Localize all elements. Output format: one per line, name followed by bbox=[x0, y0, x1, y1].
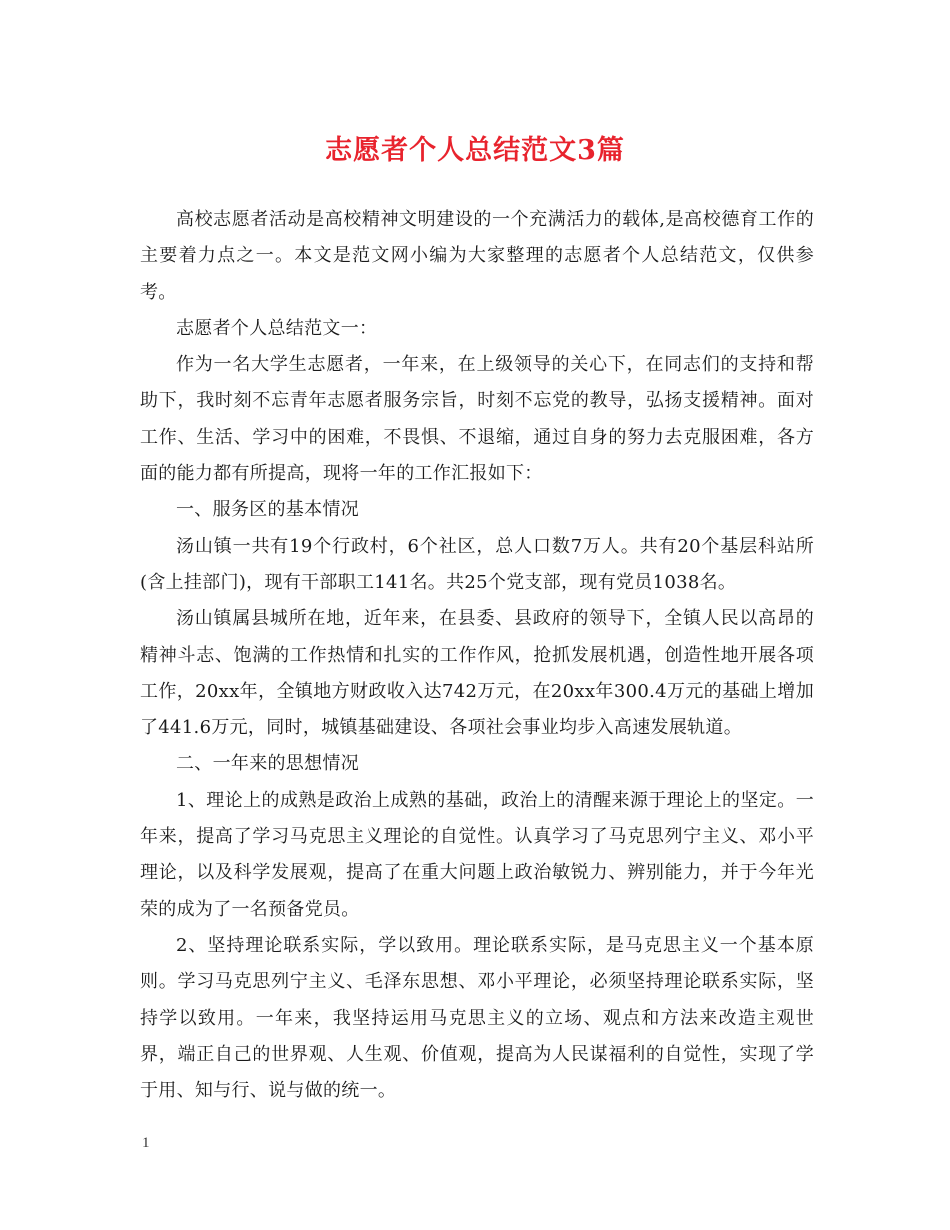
paragraph-town-development: 汤山镇属县城所在地，近年来，在县委、县政府的领导下，全镇人民以高昂的精神斗志、饱满的工作热情和扎实的工作作风，抢抓发展机遇，创造性地开展各项工作，20xx年，全镇地方财政收入达742万元，在20xx年300.4万元的基础上增加了441.6万元，同时，城镇基础建设、各项社会事业均步入高速发展轨道。 bbox=[140, 608, 814, 739]
section-heading-service-area: 一、服务区的基本情况 bbox=[176, 499, 359, 521]
paragraph-heading-sample-one: 志愿者个人总结范文一： bbox=[176, 317, 378, 339]
paragraph-intro: 高校志愿者活动是高校精神文明建设的一个充满活力的载体,是高校德育工作的主要着力点之一。本文是范文网小编为大家整理的志愿者个人总结范文，仅供参考。 bbox=[140, 209, 814, 303]
paragraph-theory-practice: 2、坚持理论联系实际，学以致用。理论联系实际，是马克思主义一个基本原则。学习马克思列宁主义、毛泽东思想、邓小平理论，必须坚持理论联系实际，坚持学以致用。一年来，我坚持运用马克思主义的立场、观点和方法来改造主观世界，端正自己的世界观、人生观、价值观，提高为人民谋福利的自觉性，实现了学于用、知与行、说与做的统一。 bbox=[140, 934, 814, 1102]
document-body bbox=[140, 202, 814, 1109]
paragraph-town-statistics: 汤山镇一共有19个行政村，6个社区，总人口数7万人。共有20个基层科站所(含上挂部门)，现有干部职工141名。共25个党支部，现有党员1038名。 bbox=[140, 535, 814, 593]
paragraph-volunteer-overview: 作为一名大学生志愿者，一年来，在上级领导的关心下，在同志们的支持和帮助下，我时刻不忘青年志愿者服务宗旨，时刻不忘党的教导，弘扬支援精神。面对工作、生活、学习中的困难，不畏惧、不退缩，通过自身的努力去克服困难，各方面的能力都有所提高，现将一年的工作汇报如下： bbox=[140, 354, 814, 485]
paragraph-theory-maturity: 1、理论上的成熟是政治上成熟的基础，政治上的清醒来源于理论上的坚定。一年来，提高了学习马克思主义理论的自觉性。认真学习了马克思列宁主义、邓小平理论，以及科学发展观，提高了在重大问题上政治敏锐力、辨别能力，并于今年光荣的成为了一名预备党员。 bbox=[140, 789, 814, 920]
page-number: 1 bbox=[142, 1135, 150, 1151]
document-title: 志愿者个人总结范文3篇 bbox=[325, 135, 625, 166]
section-heading-thoughts: 二、一年来的思想情况 bbox=[176, 753, 359, 775]
